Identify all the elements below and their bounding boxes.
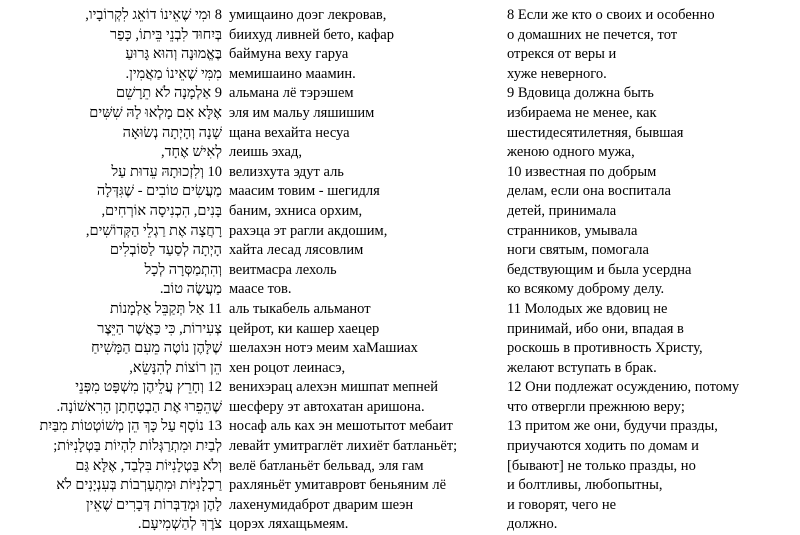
russian-line: шестидесятилетняя, бывшая [507,124,684,141]
russian-line: странников, умывала [507,222,638,239]
russian-line: роскошь в противность Христу, [507,340,703,357]
transliteration-line: альмана лё тэрэшем [229,85,354,102]
transliteration-line: левайт умитраглёт лихиёт батланьёт; [229,438,458,455]
hebrew-line: 12 וְחָרֵץ עֲלֵיהֶן מִשְׁפָּט מִפְּנֵי [75,379,222,396]
hebrew-line: וְהִתְמַסְּרָה לְכָל [144,261,222,278]
hebrew-line: 13 נוֹסָף עַל כָּךְ הֵן מְשׁוֹטְטוֹת מִבַּיִת [39,418,222,435]
transliteration-line: веитмасра лехоль [229,261,337,278]
transliteration-line: маасим товим - шегидля [229,183,380,200]
transliteration-line: хайта лесад лясовлим [229,242,364,259]
russian-line: [бывают] не только празды, но [507,457,696,474]
russian-line: что отвергли прежнюю веру; [507,398,685,415]
russian-line: 13 притом же они, будучи празды, [507,418,718,435]
russian-line: 9 Вдовица должна быть [507,85,654,102]
russian-text-column [507,6,797,535]
transliteration-line: венихэрац алехэн мишпат мепней [229,379,438,396]
russian-line: и болтливы, любопытны, [507,477,663,494]
transliteration-line: мемишаино маамин. [229,65,356,82]
transliteration-line: цейрот, ки кашер хаецер [229,320,380,337]
transliteration-line: эля им мальу ляшишим [229,104,375,121]
russian-line: желают вступать в брак. [507,359,657,376]
transliteration-line: носаф аль ках эн мешотытот мебаит [229,418,453,435]
hebrew-line: מַעֲשִׂים טוֹבִים - שֶׁגִּדְּלָה [96,183,222,200]
hebrew-line: מִמִּי שֶׁאֵינוֹ מַאֲמִין. [125,65,222,82]
transliteration-line: маасе тов. [229,281,292,298]
russian-line: избираема не менее, как [507,104,657,121]
transliteration-line: баним, эхниса орхим, [229,202,363,219]
hebrew-line: רַכְלָנִיּוֹת וּמִתְעָרְבוֹת בְּעִנְיָנִים לֹא [56,477,222,494]
russian-line: женою одного мужа, [507,144,635,161]
hebrew-line: הֵן רוֹצוֹת לְהִנָּשֵׂא, [129,359,222,376]
transliteration-line: рахляньёт умитавровт беньяним лё [229,477,447,494]
transliteration-line: умищаино доэг лекровав, [229,7,387,23]
russian-line: 12 Они подлежат осуждению, потому [507,379,740,396]
transliteration-line: шесферу эт автохатан аришона. [229,398,425,415]
transliteration-line: леишь эхад, [229,144,302,161]
transliteration-line: рахэца эт рагли акдошим, [229,222,388,239]
hebrew-line: הָיְתָה לְסַעַד לַסּוֹבְלִים [109,242,222,259]
hebrew-line: וְלֹא בַּטְלָנִיּוֹת בִּלְבַד, אֶלָּא גַּם [75,457,222,474]
russian-line: 11 Молодых же вдовиц не [507,300,668,317]
transliteration-line: шелахэн нотэ меим хаМашиах [229,340,418,357]
transliteration-line: аль тыкабель альманот [229,300,371,317]
transliteration-text-column [229,6,489,535]
hebrew-line: שֶׁהֵפֵרוּ אֶת הַבְטָחָתָן הָרִאשׁוֹנָה. [56,398,222,415]
transliteration-line: биихуд ливней бето, кафар [229,26,394,43]
russian-line: приучаются ходить по домам и [507,438,699,455]
hebrew-line: 10 וְלִזְכוּתָהּ עֵדוּת עַל [111,163,222,180]
russian-line: 10 известная по добрым [507,163,657,180]
russian-line: и говорят, чего не [507,496,617,513]
transliteration-line: лахенумидаброт дварим шеэн [229,496,414,513]
russian-line: отрекся от веры и [507,46,617,63]
russian-line: детей, принимала [507,202,617,219]
hebrew-line: בֶּאֱמוּנָה וְהוּא גָּרוּעַ [125,46,222,63]
russian-line: 8 Если же кто о своих и особенно [507,7,715,23]
hebrew-line: שֶׁלָּהֶן נוֹטֶה מֵעִם הַמָּשִׁיחַ [91,340,222,357]
russian-line: принимай, ибо они, впадая в [507,320,684,337]
hebrew-line: 8 וּמִי שֶׁאֵינוֹ דוֹאֵג לִקְרוֹבָיו, [85,7,222,23]
russian-line: ноги святым, помогала [507,242,649,259]
transliteration-line: велё батланьёт бельвад, эля гам [229,457,424,474]
transliteration-line: цорэх ляхащьмеям. [229,516,349,533]
hebrew-line: 11 אַל תְּקַבֵּל אַלְמָנוֹת [109,300,222,317]
hebrew-line: אֶלָּא אִם מָלְאוּ לָהּ שִׁשִּׁים [89,104,222,121]
hebrew-line: שָׁנָה וְהָיְתָה נְשׂוּאָה [122,124,222,141]
hebrew-line: צְעִירוֹת, כִּי כַּאֲשֶׁר הַיֵּצֶר [97,320,222,337]
russian-line: должно. [507,516,558,533]
russian-line: ко всякому доброму делу. [507,281,665,298]
hebrew-line: בְּיִחוּד לִבְנֵי בֵּיתוֹ, כָּפַר [110,26,222,43]
transliteration-line: хен роцот леинасэ, [229,359,346,376]
hebrew-line: לְאִישׁ אֶחָד, [160,144,222,161]
transliteration-line: баймуна веху гаруа [229,46,349,63]
transliteration-line: велизхута эдут аль [229,163,344,180]
russian-line: хуже неверного. [507,65,607,82]
russian-line: бедствующим и была усердна [507,261,692,278]
hebrew-line: בָּנִים, הִכְנִיסָה אוֹרְחִים, [101,202,222,219]
hebrew-line: מַעֲשֶׂה טוֹב. [159,281,222,298]
hebrew-line: צֹרֶךְ לְהַשְׁמִיעָם. [137,516,222,533]
hebrew-line: לָהֶן וּמְדַבְּרוֹת דְּבָרִים שֶׁאֵין [85,496,222,513]
hebrew-line: 9 אַלְמָנָה לֹא תֵרָשֵׁם [115,85,222,102]
transliteration-line: щана вехайта несуа [229,124,350,141]
hebrew-line: רָחֲצָה אֶת רַגְלֵי הַקְּדוֹשִׁים, [85,222,222,239]
russian-line: о домашних не печется, тот [507,26,678,43]
hebrew-text-column [0,6,222,535]
russian-line: делам, если она воспитала [507,183,671,200]
hebrew-line: לְבַיִת וּמִתְרַגְּלוֹת לִהְיוֹת בַּטְלָנִיּוֹת; [53,438,222,455]
